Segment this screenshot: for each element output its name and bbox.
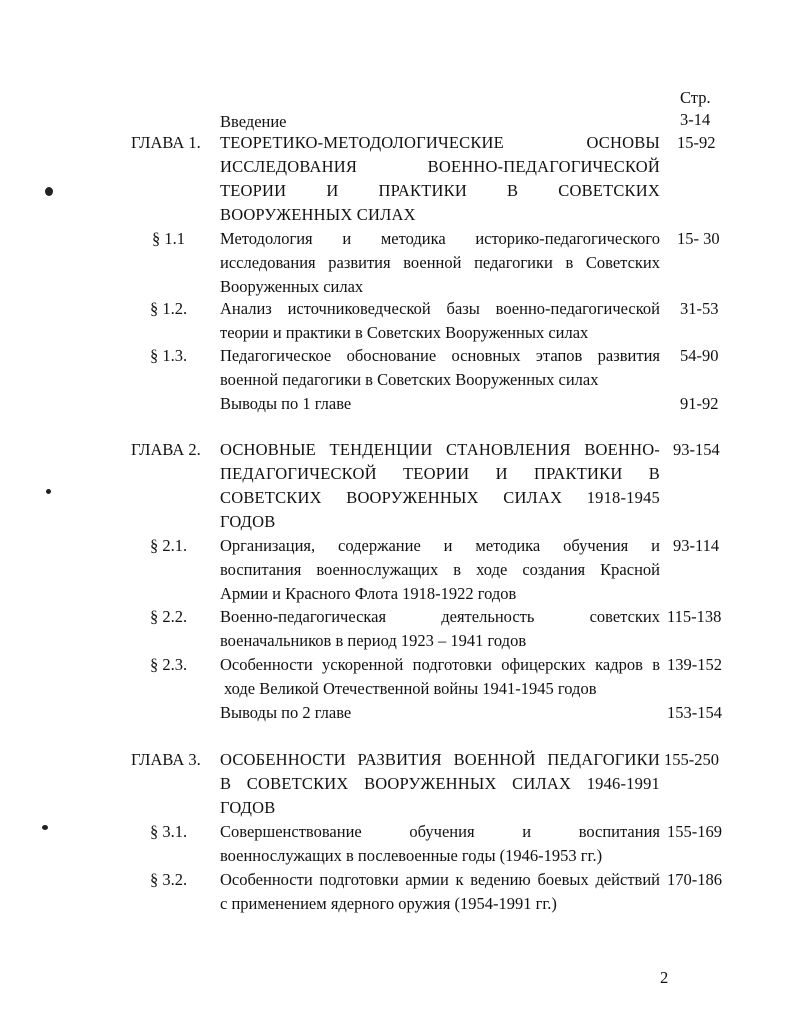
section-pages: 170-186 bbox=[667, 870, 722, 889]
chapter-title-line: ГОДОВ bbox=[220, 512, 276, 531]
section-pages: 93-114 bbox=[673, 536, 720, 555]
section-title-line: Вооруженных силах bbox=[220, 277, 364, 296]
chapter-conclusion-pages: 153-154 bbox=[667, 703, 722, 722]
scan-speck bbox=[42, 825, 48, 830]
section-title-line: Армии и Красного Флота 1918-1922 годов bbox=[220, 584, 517, 603]
chapter-title bbox=[220, 438, 660, 534]
scan-speck bbox=[46, 489, 51, 494]
chapter-label: ГЛАВА 1. bbox=[131, 133, 201, 152]
section-number: § 1.3. bbox=[150, 346, 188, 365]
section-number: § 1.1 bbox=[152, 229, 185, 248]
section-title-line: воспитания военнослужащих в ходе создания Красной bbox=[220, 560, 660, 579]
chapter-title bbox=[220, 748, 660, 820]
section-title bbox=[220, 653, 664, 701]
section-title-line: Педагогическое обоснование основных этапов развития bbox=[220, 346, 660, 365]
chapter-conclusion: Выводы по 2 главе bbox=[220, 703, 352, 722]
section-title-line: Совершенствование обучения и воспитания bbox=[220, 822, 660, 841]
chapter-title bbox=[220, 131, 660, 227]
section-title-line: военной педагогики в Советских Вооруженных силах bbox=[220, 370, 599, 389]
chapter-label: ГЛАВА 2. bbox=[131, 440, 201, 459]
section-number: § 3.1. bbox=[150, 822, 188, 841]
chapter-title-line: ПЕДАГОГИЧЕСКОЙ ТЕОРИИ И ПРАКТИКИ В bbox=[220, 464, 660, 483]
section-number: § 2.3. bbox=[150, 655, 188, 674]
section-title bbox=[220, 868, 660, 916]
page-number: 2 bbox=[660, 968, 669, 987]
section-title bbox=[220, 820, 660, 868]
section-title bbox=[220, 227, 660, 299]
section-title-line: военнослужащих в послевоенные годы (1946-1953 гг.) bbox=[220, 846, 603, 865]
section-title bbox=[220, 534, 660, 606]
section-title-line: ходе Великой Отечественной войны 1941-1945 годов bbox=[224, 679, 597, 698]
section-number: § 1.2. bbox=[150, 299, 188, 318]
chapter-title-line: ГОДОВ bbox=[220, 798, 276, 817]
section-title-line: исследования развития военной педагогики в Советских bbox=[220, 253, 660, 272]
chapter-title-line: СОВЕТСКИХ ВООРУЖЕННЫХ СИЛАХ 1918-1945 bbox=[220, 488, 660, 507]
toc-intro: Введение bbox=[220, 112, 287, 131]
section-title-line: Особенности ускоренной подготовки офицерских кадров в bbox=[220, 655, 660, 674]
chapter-title-line: В СОВЕТСКИХ ВООРУЖЕННЫХ СИЛАХ 1946-1991 bbox=[220, 774, 660, 793]
section-title-line: теории и практики в Советских Вооруженных силах bbox=[220, 323, 589, 342]
section-title-line: Особенности подготовки армии к ведению боевых действий bbox=[220, 870, 660, 889]
chapter-pages: 15-92 bbox=[677, 133, 716, 152]
section-title-line: Анализ источниковедческой базы военно-педагогической bbox=[220, 299, 660, 318]
chapter-conclusion-pages: 91-92 bbox=[680, 394, 719, 413]
section-title bbox=[220, 344, 660, 392]
chapter-title-line: ОСНОВНЫЕ ТЕНДЕНЦИИ СТАНОВЛЕНИЯ ВОЕННО- bbox=[220, 440, 660, 459]
page-column-label: Стр. bbox=[680, 88, 711, 107]
section-number: § 3.2. bbox=[150, 870, 188, 889]
chapter-title-line: ВООРУЖЕННЫХ СИЛАХ bbox=[220, 205, 416, 224]
section-title bbox=[220, 297, 660, 345]
section-pages: 31-53 bbox=[680, 299, 719, 318]
chapter-title-line: ТЕОРИИ И ПРАКТИКИ В СОВЕТСКИХ bbox=[220, 181, 660, 200]
section-pages: 54-90 bbox=[680, 346, 719, 365]
section-title bbox=[220, 605, 660, 653]
section-pages: 155-169 bbox=[667, 822, 722, 841]
section-title-line: Организация, содержание и методика обучения и bbox=[220, 536, 660, 555]
chapter-pages: 155-250 bbox=[664, 750, 719, 769]
chapter-title-line: ИССЛЕДОВАНИЯ ВОЕННО-ПЕДАГОГИЧЕСКОЙ bbox=[220, 157, 660, 176]
toc-intro-pages: 3-14 bbox=[680, 110, 711, 129]
chapter-conclusion: Выводы по 1 главе bbox=[220, 394, 352, 413]
section-pages: 15- 30 bbox=[677, 229, 720, 248]
chapter-pages: 93-154 bbox=[673, 440, 720, 459]
section-title-line: военачальников в период 1923 – 1941 годов bbox=[220, 631, 527, 650]
section-number: § 2.2. bbox=[150, 607, 188, 626]
section-pages: 115-138 bbox=[667, 607, 722, 626]
section-number: § 2.1. bbox=[150, 536, 188, 555]
section-title-line: с применением ядерного оружия (1954-1991 гг.) bbox=[220, 894, 557, 913]
section-pages: 139-152 bbox=[667, 655, 722, 674]
scan-speck bbox=[45, 187, 53, 196]
section-title-line: Методология и методика историко-педагогического bbox=[220, 229, 660, 248]
chapter-title-line: ОСОБЕННОСТИ РАЗВИТИЯ ВОЕННОЙ ПЕДАГОГИКИ bbox=[220, 750, 660, 769]
chapter-label: ГЛАВА 3. bbox=[131, 750, 201, 769]
chapter-title-line: ТЕОРЕТИКО-МЕТОДОЛОГИЧЕСКИЕ ОСНОВЫ bbox=[220, 133, 660, 152]
section-title-line: Военно-педагогическая деятельность советских bbox=[220, 607, 660, 626]
